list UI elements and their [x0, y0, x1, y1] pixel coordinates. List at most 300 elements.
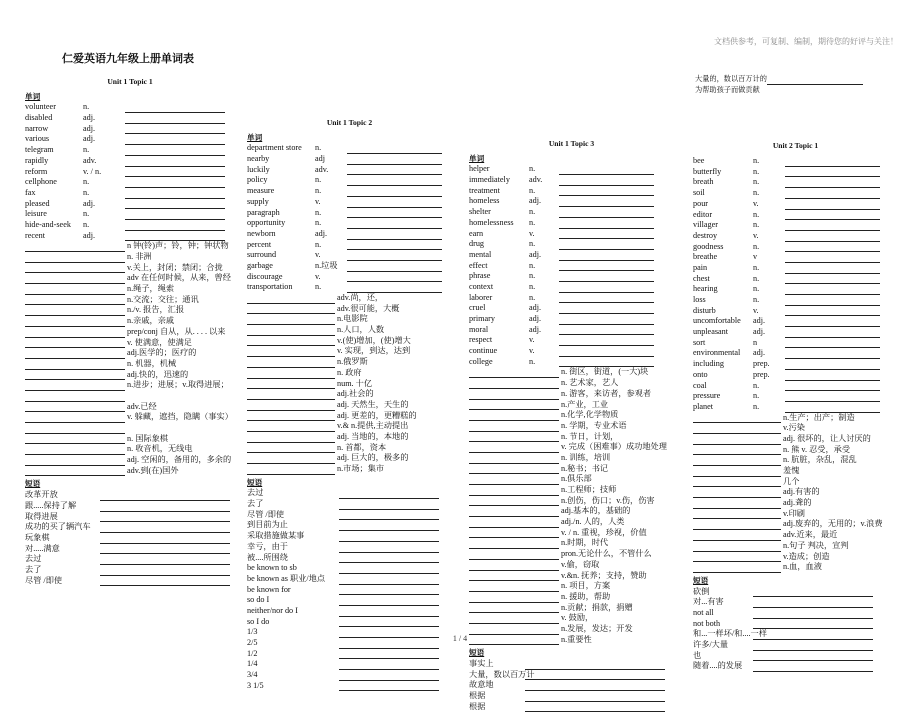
answer-blank: [247, 380, 335, 389]
answer-blank: [693, 564, 781, 573]
part-of-speech: prep.: [753, 369, 770, 379]
phrase-prompt: 根据: [469, 701, 486, 711]
chinese-row: [25, 348, 235, 359]
answer-blank: [469, 391, 559, 400]
phrase-prompt: 根据: [469, 691, 486, 701]
answer-blank: [339, 576, 439, 585]
part-of-speech: n.: [753, 295, 760, 304]
answer-blank: [785, 382, 880, 391]
part-of-speech: v.: [315, 271, 321, 281]
word-row: [693, 167, 898, 178]
answer-blank: [125, 115, 225, 124]
english-word: breathe: [693, 252, 718, 262]
answer-blank: [247, 337, 335, 346]
answer-blank: [785, 307, 880, 316]
part-of-speech: n.: [315, 186, 322, 196]
answer-blank: [347, 252, 442, 261]
english-word: mental: [469, 249, 492, 259]
chinese-row: [25, 402, 235, 413]
phrase-row: [25, 565, 235, 576]
word-row: [25, 167, 235, 178]
part-of-speech: v.: [753, 198, 759, 208]
answer-blank: [559, 166, 654, 175]
phrase-prompt: be known to sb: [247, 563, 297, 573]
english-word: soil: [693, 188, 705, 198]
part-of-speech: n.: [315, 175, 322, 185]
chinese-row: [693, 466, 898, 477]
english-word: destroy: [693, 230, 718, 240]
phrase-prompt: 1/3: [247, 627, 258, 637]
part-of-speech: n.: [529, 217, 536, 227]
english-word: helper: [469, 164, 490, 174]
answer-blank: [25, 296, 125, 305]
english-word: rapidly: [25, 155, 49, 165]
answer-blank: [247, 295, 335, 304]
word-row: [469, 218, 674, 229]
answer-blank: [469, 583, 559, 592]
answer-blank: [347, 156, 442, 165]
answer-blank: [339, 490, 439, 499]
chinese-meaning: n.进步；进展；v.取得进展；: [127, 380, 229, 390]
answer-blank: [753, 599, 873, 608]
answer-blank: [559, 230, 654, 239]
chinese-row: [469, 538, 674, 549]
chinese-row: [693, 552, 898, 563]
chinese-row: [25, 273, 235, 284]
answer-blank: [785, 275, 880, 284]
answer-blank: [693, 478, 781, 487]
phrase-list: [469, 659, 674, 712]
part-of-speech: adj.: [753, 327, 766, 337]
english-word: measure: [247, 186, 275, 196]
english-word: chest: [693, 273, 710, 283]
word-row: [469, 357, 674, 368]
answer-blank: [347, 199, 442, 208]
part-of-speech: n.: [315, 282, 322, 292]
answer-blank: [753, 620, 873, 629]
phrase-row: [25, 576, 235, 587]
phrase-prompt: 尽管 /即使: [25, 575, 63, 585]
answer-blank: [469, 380, 559, 389]
answer-blank: [469, 465, 559, 474]
answer-blank: [767, 76, 863, 85]
phrase-row: [25, 490, 235, 501]
chinese-meaning: adj./n. 人的，人类: [561, 517, 625, 527]
english-word: onto: [693, 369, 708, 379]
column-unit1-topic1: [25, 77, 235, 586]
chinese-row: [693, 519, 898, 530]
part-of-speech: adj.: [529, 249, 542, 259]
chinese-list: [247, 293, 452, 475]
answer-blank: [559, 348, 654, 357]
word-row: [693, 316, 898, 327]
word-row: [693, 348, 898, 359]
word-row: [247, 208, 452, 219]
answer-blank: [347, 188, 442, 197]
chinese-row: [469, 506, 674, 517]
english-word: transportation: [247, 282, 293, 292]
chinese-row: [25, 305, 235, 316]
phrase-row: [247, 649, 452, 660]
answer-blank: [339, 554, 439, 563]
answer-blank: [125, 222, 225, 231]
chinese-meaning: adj. 巨大的，极多的: [337, 453, 409, 463]
chinese-meaning: adj. 当地的，本地的: [337, 431, 409, 441]
word-row: [693, 274, 898, 285]
chinese-meaning: v. 完成（困难事）成功地处理: [561, 442, 667, 452]
chinese-meaning: v.关上，封闭；禁闭；合拢: [127, 262, 223, 272]
part-of-speech: adj.: [753, 348, 766, 358]
word-row: [247, 154, 452, 165]
chinese-meaning: n.血，血液: [783, 562, 822, 572]
answer-blank: [25, 414, 125, 423]
answer-blank: [247, 466, 335, 475]
word-row: [25, 113, 235, 124]
chinese-meaning: v.& n.提供,主动提出: [337, 421, 409, 431]
word-row: [469, 186, 674, 197]
phrase-prompt: 尽管 /即使: [247, 509, 285, 519]
word-row: [469, 261, 674, 272]
word-row: [25, 145, 235, 156]
answer-blank: [785, 211, 880, 220]
chinese-row: [247, 368, 452, 379]
chinese-row: [25, 359, 235, 370]
chinese-meaning: n.交流；交往；通讯: [127, 294, 199, 304]
phrase-row: [247, 510, 452, 521]
chinese-row: [469, 571, 674, 582]
english-word: leisure: [25, 209, 47, 219]
chinese-meaning: n.电影院: [337, 314, 368, 324]
english-word: moral: [469, 324, 489, 334]
word-list: [469, 164, 674, 367]
chinese-meaning: n.产业，工业: [561, 399, 609, 409]
part-of-speech: v.: [315, 250, 321, 260]
chinese-row: [25, 252, 235, 263]
answer-blank: [25, 446, 125, 455]
word-row: [693, 370, 898, 381]
chinese-row: [693, 434, 898, 445]
english-word: including: [693, 359, 724, 369]
carry-over-row: [693, 74, 898, 85]
phrase-row: [25, 522, 235, 533]
english-word: unpleasant: [693, 327, 729, 337]
phrases-label: 短语: [247, 477, 263, 487]
column-unit1-topic2: [247, 118, 452, 691]
answer-blank: [469, 401, 559, 410]
english-word: sort: [693, 337, 706, 347]
answer-blank: [693, 532, 781, 541]
word-row: [25, 156, 235, 167]
word-row: [693, 284, 898, 295]
answer-blank: [559, 187, 654, 196]
chinese-row: [693, 413, 898, 424]
part-of-speech: v.: [529, 335, 535, 345]
chinese-meaning: n. 训练，培训: [561, 452, 611, 462]
answer-blank: [693, 510, 781, 519]
answer-blank: [559, 241, 654, 250]
answer-blank: [469, 369, 559, 378]
english-word: supply: [247, 196, 269, 206]
chinese-meaning: n. 肮脏，杂乱，混乱: [783, 455, 857, 465]
answer-blank: [469, 519, 559, 528]
phrase-prompt: 采取措施做某事: [247, 531, 305, 541]
part-of-speech: n.: [83, 177, 90, 187]
chinese-row: [247, 336, 452, 347]
english-word: context: [469, 281, 494, 291]
answer-blank: [347, 273, 442, 282]
chinese-meaning: v.污染: [783, 423, 805, 433]
word-row: [247, 282, 452, 293]
answer-blank: [247, 412, 335, 421]
chinese-row: [469, 389, 674, 400]
english-word: cruel: [469, 303, 486, 313]
answer-blank: [559, 262, 654, 271]
part-of-speech: n.: [83, 102, 90, 112]
phrase-prompt: 1/4: [247, 659, 258, 669]
answer-blank: [693, 553, 781, 562]
phrase-row: [247, 617, 452, 628]
answer-blank: [785, 168, 880, 177]
chinese-meaning: n. 援助，帮助: [561, 591, 611, 601]
chinese-row: [247, 464, 452, 475]
answer-blank: [347, 231, 442, 240]
chinese-meaning: v.偷，窃取: [561, 559, 600, 569]
chinese-meaning: n. 熊 v. 忍受，承受: [783, 444, 851, 454]
phrase-row: [693, 651, 898, 662]
word-row: [469, 164, 674, 175]
english-word: coal: [693, 380, 707, 390]
word-row: [693, 220, 898, 231]
part-of-speech: n.: [83, 209, 90, 219]
part-of-speech: n.: [753, 241, 760, 251]
answer-blank: [785, 393, 880, 402]
part-of-speech: n.: [529, 260, 536, 270]
english-word: shelter: [469, 207, 491, 217]
phrase-row: [469, 670, 674, 681]
phrase-row: [247, 595, 452, 606]
chinese-meaning: n. 政府: [337, 367, 362, 377]
chinese-meaning: n.秘书；书记: [561, 463, 609, 473]
english-word: various: [25, 134, 50, 144]
english-word: uncomfortable: [693, 316, 741, 326]
phrase-prompt: 对...有害: [693, 597, 724, 607]
answer-blank: [125, 168, 225, 177]
chinese-row: [469, 464, 674, 475]
part-of-speech: v.: [529, 228, 535, 238]
chinese-row: [469, 581, 674, 592]
chinese-meaning: adv.很可能，大概: [337, 303, 400, 313]
chinese-row: [247, 357, 452, 368]
word-row: [693, 231, 898, 242]
chinese-meaning: n.亲戚，亲戚: [127, 316, 175, 326]
phrase-row: [247, 542, 452, 553]
chinese-meaning: n.贡献；捐款，捐赠: [561, 602, 633, 612]
answer-blank: [693, 521, 781, 530]
answer-blank: [347, 263, 442, 272]
page-number: 1 / 4: [452, 634, 468, 643]
word-row: [693, 381, 898, 392]
answer-blank: [339, 511, 439, 520]
english-word: drug: [469, 239, 485, 249]
answer-blank: [25, 382, 125, 391]
chinese-row: [469, 485, 674, 496]
answer-blank: [469, 604, 559, 613]
answer-blank: [25, 425, 125, 434]
chinese-row: [25, 455, 235, 466]
english-word: reform: [25, 166, 48, 176]
part-of-speech: n.: [315, 143, 322, 153]
answer-blank: [469, 529, 559, 538]
english-word: volunteer: [25, 102, 56, 112]
english-word: environmental: [693, 348, 741, 358]
chinese-row: [25, 412, 235, 423]
chinese-meaning: n.俄罗斯: [337, 357, 368, 367]
english-word: opportunity: [247, 218, 286, 228]
chinese-meaning: n. 收音机，无线电: [127, 444, 193, 454]
chinese-meaning: 羞愧: [783, 466, 800, 475]
answer-blank: [785, 179, 880, 188]
english-word: homeless: [469, 196, 500, 206]
part-of-speech: n: [753, 337, 758, 347]
phrase-row: [693, 619, 898, 630]
answer-blank: [347, 209, 442, 218]
phrases-label: 短语: [469, 648, 485, 658]
part-of-speech: adj.: [83, 134, 96, 144]
answer-blank: [785, 265, 880, 274]
phrase-prompt: be known for: [247, 584, 291, 594]
answer-blank: [469, 540, 559, 549]
chinese-meaning: n.句子 判决，宣判: [783, 540, 849, 550]
part-of-speech: adj.: [529, 324, 542, 334]
chinese-meaning: adj.社会的: [337, 389, 374, 399]
chinese-meaning: adj. 天然生，天生的: [337, 399, 409, 409]
answer-blank: [753, 642, 873, 651]
word-row: [469, 293, 674, 304]
chinese-row: [25, 284, 235, 295]
header-note: 文档供参考，可复制、编制，期待您的好评与关注！: [714, 37, 898, 46]
english-word: pleased: [25, 198, 50, 208]
english-word: luckily: [247, 164, 270, 174]
chinese-row: [25, 295, 235, 306]
answer-blank: [785, 404, 880, 413]
phrase-row: [247, 531, 452, 542]
phrase-row: [247, 681, 452, 692]
answer-blank: [693, 446, 781, 455]
chinese-row: [469, 432, 674, 443]
chinese-meaning: num. 十亿: [337, 378, 373, 388]
answer-blank: [25, 339, 125, 348]
phrase-list: [693, 587, 898, 673]
word-list: [247, 143, 452, 293]
phrase-row: [469, 680, 674, 691]
answer-blank: [559, 305, 654, 314]
english-word: homelessness: [469, 217, 514, 227]
phrase-prompt: 玩象棋: [25, 532, 50, 542]
phrase-prompt: 对.....满意: [25, 543, 60, 553]
phrase-row: [247, 563, 452, 574]
part-of-speech: n.: [529, 292, 536, 302]
word-row: [693, 199, 898, 210]
phrase-row: [693, 597, 898, 608]
chinese-meaning: n.俱乐部: [561, 474, 592, 484]
carry-over-text: 大量的，数以百万计的: [695, 74, 767, 83]
chinese-meaning: adj.有害的: [783, 487, 820, 497]
answer-blank: [469, 433, 559, 442]
answer-blank: [525, 693, 665, 702]
answer-blank: [785, 201, 880, 210]
answer-blank: [469, 551, 559, 560]
chinese-meaning: n.发展，发达；开发: [561, 623, 633, 633]
phrase-row: [25, 512, 235, 523]
chinese-row: [25, 391, 235, 402]
chinese-meaning: v.(使)增加，(使)增大: [337, 335, 411, 345]
answer-blank: [469, 572, 559, 581]
chinese-meaning: n.工程师；技师: [561, 485, 617, 495]
phrase-row: [247, 670, 452, 681]
answer-blank: [469, 497, 559, 506]
word-row: [693, 156, 898, 167]
chinese-row: [469, 560, 674, 571]
part-of-speech: adj.: [529, 303, 542, 313]
answer-blank: [339, 608, 439, 617]
carry-over-row: [693, 85, 898, 96]
chinese-meaning: n.生产；出产；制造: [783, 412, 855, 422]
english-word: breath: [693, 177, 714, 187]
answer-blank: [100, 577, 230, 586]
english-word: treatment: [469, 185, 500, 195]
part-of-speech: adv.: [315, 164, 329, 174]
word-row: [469, 314, 674, 325]
english-word: percent: [247, 239, 272, 249]
chinese-row: [25, 338, 235, 349]
answer-blank: [339, 672, 439, 681]
english-word: earn: [469, 228, 484, 238]
word-list: [25, 102, 235, 241]
answer-blank: [347, 177, 442, 186]
word-row: [25, 199, 235, 210]
answer-blank: [339, 565, 439, 574]
phrase-prompt: so do I: [247, 595, 270, 605]
answer-blank: [753, 610, 873, 619]
part-of-speech: n.: [753, 188, 760, 198]
english-word: editor: [693, 209, 713, 219]
answer-blank: [347, 145, 442, 154]
word-row: [693, 188, 898, 199]
chinese-meaning: n.重要性: [561, 634, 592, 644]
english-word: continue: [469, 346, 498, 356]
word-row: [25, 177, 235, 188]
word-row: [247, 186, 452, 197]
chinese-meaning: adj.医学的；医疗的: [127, 348, 197, 358]
answer-blank: [693, 489, 781, 498]
phrase-prompt: 到目前为止: [247, 520, 288, 530]
answer-blank: [25, 275, 125, 284]
part-of-speech: v: [753, 252, 758, 262]
answer-blank: [125, 158, 225, 167]
english-word: phrase: [469, 271, 491, 281]
part-of-speech: adj.: [83, 198, 96, 208]
chinese-row: [469, 410, 674, 421]
chinese-meaning: v. / n. 重视，珍视，价值: [561, 527, 647, 537]
word-row: [25, 231, 235, 242]
answer-blank: [347, 241, 442, 250]
phrase-prompt: 1/2: [247, 648, 258, 658]
answer-blank: [339, 597, 439, 606]
chinese-meaning: v. 实现，到达，达到: [337, 346, 411, 356]
part-of-speech: adj.: [83, 123, 96, 133]
chinese-row: [247, 293, 452, 304]
phrase-prompt: 去了: [247, 499, 264, 509]
